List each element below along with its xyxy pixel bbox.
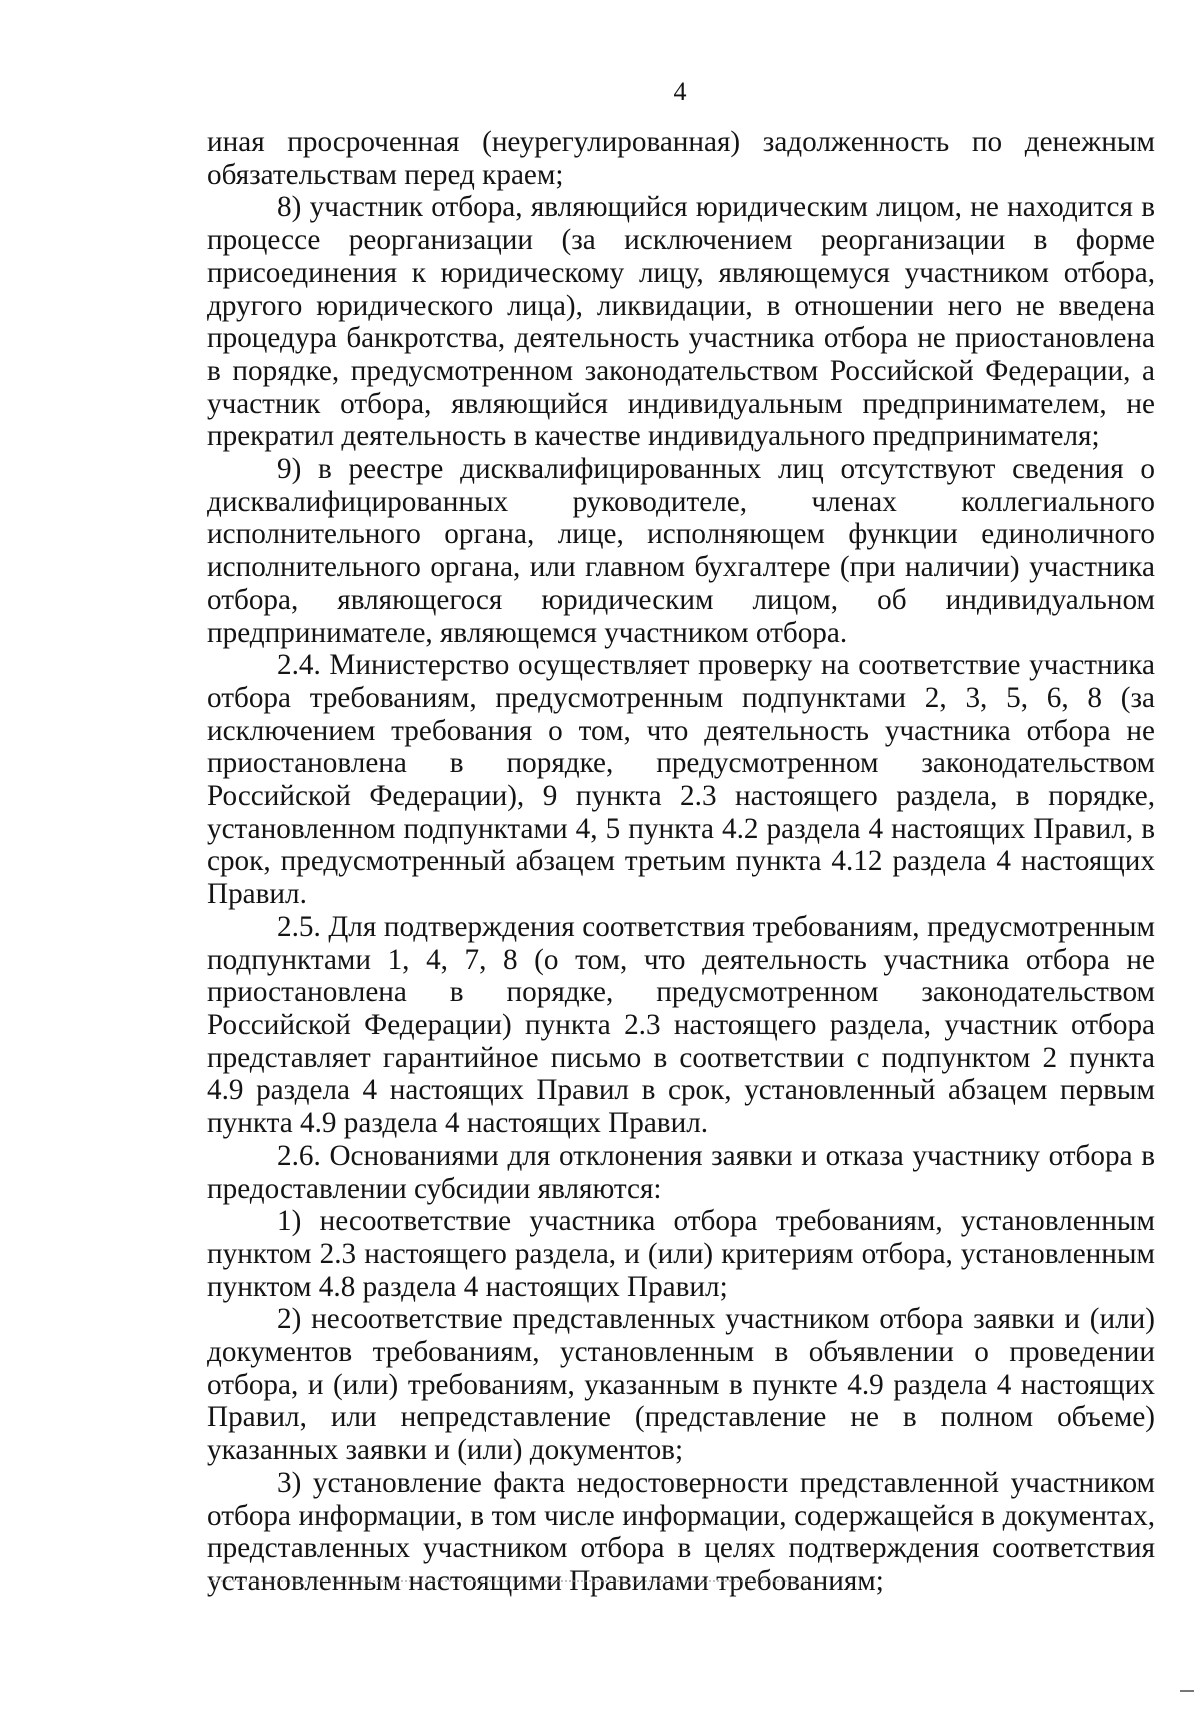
paragraph-item-9: 9) в реестре дисквалифицированных лиц отсутствуют сведения о дисквалифицированных руководителе, членах коллегиального исполнительного органа, лице, исполняющем функции единоличного исполнительного органа, или главном бухгалтере (при наличии) участника отбора, являющегося юридическим лицом, об индивидуальном предпринимателе, являющемся участником отбора.	[207, 453, 1155, 649]
paragraph-item-8: 8) участник отбора, являющийся юридическим лицом, не находится в процессе реорганизации (за исключением реорганизации в форме присоединения к юридическому лицу, являющемуся участником отбора, другого юридического лица), ликвидации, в отношении него не введена процедура банкротства, деятельность участника отбора не приостановлена в порядке, предусмотренном законодательством Российской Федерации, а участник отбора, являющийся индивидуальным предпринимателем, не прекратил деятельность в качестве индивидуального предпринимателя;	[207, 191, 1155, 453]
paragraph-2-5: 2.5. Для подтверждения соответствия требованиям, предусмотренным подпунктами 1, 4, 7, 8 (о том, что деятельность участника отбора не приостановлена в порядке, предусмотренном законодательством Российской Федерации) пункта 2.3 настоящего раздела, участник отбора представляет гарантийное письмо в соответствии с подпунктом 2 пункта 4.9 раздела 4 настоящих Правил в срок, установленный абзацем первым пункта 4.9 раздела 4 настоящих Правил.	[207, 910, 1155, 1140]
scan-artifact-dots	[210, 1580, 810, 1586]
document-body	[207, 126, 1155, 1598]
paragraph-reason-2: 2) несоответствие представленных участником отбора заявки и (или) документов требованиям, установленным в объявлении о проведении отбора, и (или) требованиям, указанным в пункте 4.9 раздела 4 настоящих Правил, или непредставление (представление не в полном объеме) указанных заявки и (или) документов;	[207, 1303, 1155, 1467]
paragraph-2-6: 2.6. Основаниями для отклонения заявки и отказа участнику отбора в предоставлении субсидии являются:	[207, 1139, 1155, 1205]
paragraph-reason-3: 3) установление факта недостоверности представленной участником отбора информации, в том числе информации, содержащейся в документах, представленных участником отбора в целях подтверждения соответствия установленным настоящими Правилами требованиям;	[207, 1466, 1155, 1597]
paragraph-continuation: иная просроченная (неурегулированная) задолженность по денежным обязательствам перед краем;	[207, 126, 1155, 191]
paragraph-reason-1: 1) несоответствие участника отбора требованиям, установленным пунктом 2.3 настоящего раздела, и (или) критериям отбора, установленным пунктом 4.8 раздела 4 настоящих Правил;	[207, 1205, 1155, 1303]
page-number: 4	[673, 77, 687, 106]
scan-edge-mark	[1180, 1690, 1194, 1692]
paragraph-2-4: 2.4. Министерство осуществляет проверку на соответствие участника отбора требованиям, предусмотренным подпунктами 2, 3, 5, 6, 8 (за исключением требования о том, что деятельность участника отбора не приостановлена в порядке, предусмотренном законодательством Российской Федерации), 9 пункта 2.3 настоящего раздела, в порядке, установленном подпунктами 4, 5 пункта 4.2 раздела 4 настоящих Правил, в срок, предусмотренный абзацем третьим пункта 4.12 раздела 4 настоящих Правил.	[207, 649, 1155, 911]
